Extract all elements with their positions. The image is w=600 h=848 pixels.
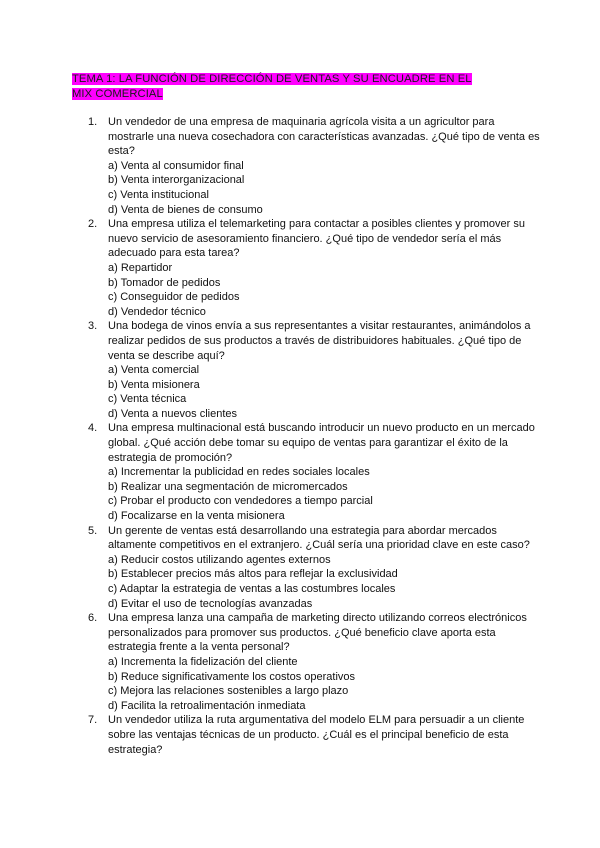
answer-option: b) Venta misionera [108,378,200,391]
title-highlight: TEMA 1: LA FUNCIÓN DE DIRECCIÓN DE VENTAS Y SU ENCUADRE EN EL MIX COMERCIAL [72,73,472,100]
answer-option: d) Focalizarse en la venta misionera [108,510,285,523]
question-item [72,524,542,612]
answer-option: a) Venta al consumidor final [108,159,244,172]
answer-option: c) Venta institucional [108,188,209,201]
answer-option: d) Venta de bienes de consumo [108,203,263,216]
question-number: 4. [88,422,98,435]
answer-option: a) Incrementar la publicidad en redes sociales locales [108,466,370,479]
answer-option: b) Venta interorganizacional [108,174,245,187]
question-text: Un gerente de ventas está desarrollando una estrategia para abordar mercados altamente competitivos en el extranjero. ¿Cuál sería una prioridad clave en este caso? [108,524,530,552]
question-item [72,115,542,217]
answer-option: b) Tomador de pedidos [108,276,221,289]
question-item [72,611,542,713]
answer-option: d) Facilita la retroalimentación inmediata [108,699,306,712]
answer-option: c) Probar el producto con vendedores a tiempo parcial [108,495,373,508]
question-number: 1. [88,116,98,128]
answer-option: a) Incrementa la fidelización del cliente [108,655,298,668]
question-item [72,421,542,523]
answer-option: c) Adaptar la estrategia de ventas a las costumbres locales [108,583,396,595]
question-item [72,217,542,319]
question-number: 7. [88,714,98,727]
answer-option: b) Reduce significativamente los costos operativos [108,670,356,683]
question-text: Una empresa multinacional está buscando introducir un nuevo producto en un mercado global. ¿Qué acción debe tomar su equipo de ventas para garantizar el éxito de la estrategia de promoción? [108,422,535,464]
question-item [72,319,542,421]
answer-option: a) Venta comercial [108,364,200,377]
question-text: Una empresa lanza una campaña de marketing directo utilizando correos electrónicos personalizados para promover sus productos. ¿Qué beneficio clave aporta esta estrategia frente a la venta personal? [108,612,527,654]
answer-option: c) Mejora las relaciones sostenibles a largo plazo [108,685,349,698]
question-number: 2. [88,218,98,231]
answer-option: c) Conseguidor de pedidos [108,291,240,304]
answer-option: a) Repartidor [108,261,173,274]
answer-option: d) Vendedor técnico [108,305,206,318]
question-text: Un vendedor utiliza la ruta argumentativa del modelo ELM para persuadir a un cliente sobre las ventajas técnicas de un producto. ¿Cuál es el principal beneficio de esta estrategia? [108,714,525,756]
answer-option: b) Realizar una segmentación de micromercados [108,480,348,493]
question-text: Una empresa utiliza el telemarketing para contactar a posibles clientes y promover su nuevo servicio de asesoramiento financiero. ¿Qué tipo de vendedor sería el más adecuado para esta tarea? [108,218,525,260]
question-number: 5. [88,524,98,537]
answer-option: c) Venta técnica [108,393,187,406]
page-title [72,72,492,101]
answer-option: d) Venta a nuevos clientes [108,407,238,420]
question-text: Un vendedor de una empresa de maquinaria agrícola visita a un agricultor para mostrarle una nueva cosechadora con características avanzadas. ¿Qué tipo de venta es esta? [108,116,540,158]
question-number: 3. [88,320,98,333]
question-item [72,713,542,757]
question-list [72,115,542,757]
answer-option: a) Reducir costos utilizando agentes externos [108,553,331,566]
answer-option: d) Evitar el uso de tecnologías avanzadas [108,597,313,610]
question-text: Una bodega de vinos envía a sus representantes a visitar restaurantes, animándolos a realizar pedidos de sus productos a través de distribuidores habituales. ¿Qué tipo de venta se describe aquí? [108,320,531,362]
answer-option: b) Establecer precios más altos para reflejar la exclusividad [108,568,398,581]
question-number: 6. [88,612,98,625]
